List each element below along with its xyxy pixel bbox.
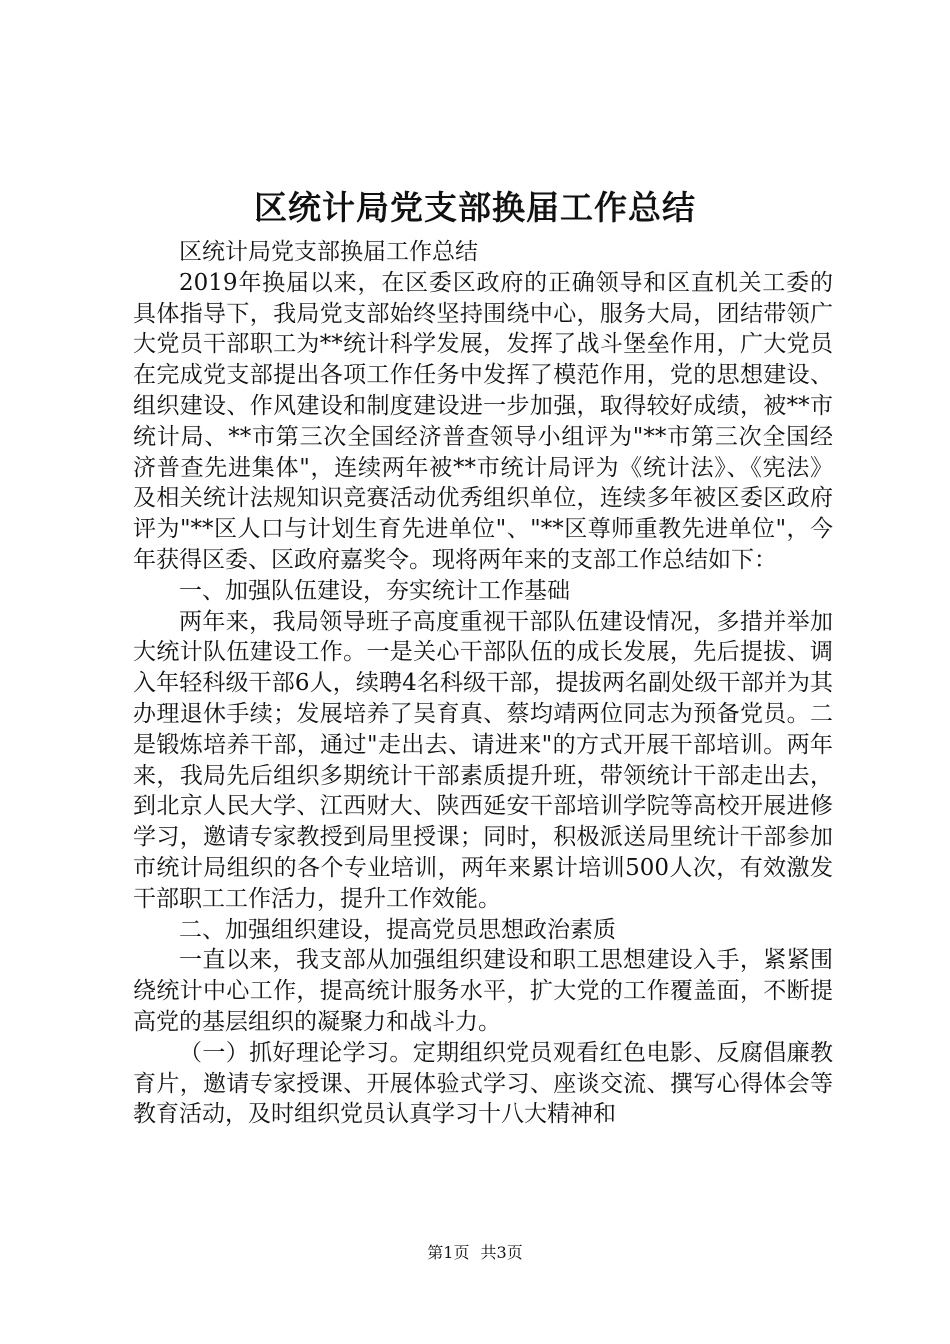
section-heading-1: 一、加强队伍建设，夯实统计工作基础 bbox=[179, 577, 570, 604]
page-total: 共3页 bbox=[480, 1243, 523, 1262]
paragraph-subsection-1: （一）抓好理论学习。定期组织党员观看红色电影、反腐倡廉教育片，邀请专家授课、开展体验式学习、座谈交流、撰写心得体会等教育活动，及时组织党员认真学习十八大精神和 bbox=[133, 1039, 833, 1128]
page-footer bbox=[0, 1242, 950, 1264]
paragraph-section-1: 两年来，我局领导班子高度重视干部队伍建设情况，多措并举加大统计队伍建设工作。一是关心干部队伍的成长发展，先后提拔、调入年轻科级干部6人，续聘4名科级干部，提拔两名副处级干部并为其办理退休手续；发展培养了吴育真、蔡均靖两位同志为预备党员。二是锻炼培养干部，通过"走出去、请进来"的方式开展干部培训。两年来，我局先后组织多期统计干部素质提升班，带领统计干部走出去，到北京人民大学、江西财大、陕西延安干部培训学院等高校开展进修学习，邀请专家教授到局里授课；同时，积极派送局里统计干部参加市统计局组织的各个专业培训，两年来累计培训500人次，有效激发干部职工工作活力，提升工作效能。 bbox=[133, 608, 833, 912]
paragraph-section-2: 一直以来，我支部从加强组织建设和职工思想建设入手，紧紧围绕统计中心工作，提高统计服务水平，扩大党的工作覆盖面，不断提高党的基层组织的凝聚力和战斗力。 bbox=[133, 947, 833, 1035]
section-heading-2: 二、加强组织建设，提高党员思想政治素质 bbox=[179, 916, 616, 943]
document-body bbox=[133, 237, 833, 1130]
page-number: 第1页 bbox=[427, 1243, 470, 1262]
document-title: 区统计局党支部换届工作总结 bbox=[254, 188, 696, 227]
paragraph-subtitle: 区统计局党支部换届工作总结 bbox=[179, 239, 478, 265]
paragraph-intro: 2019年换届以来，在区委区政府的正确领导和区直机关工委的具体指导下，我局党支部始终坚持围绕中心，服务大局，团结带领广大党员干部职工为**统计科学发展，发挥了战斗堡垒作用，广大党员在完成党支部提出各项工作任务中发挥了模范作用，党的思想建设、组织建设、作风建设和制度建设进一步加强，取得较好成绩，被**市统计局、**市第三次全国经济普查领导小组评为"**市第三次全国经济普查先进集体"，连续两年被**市统计局评为《统计法》、《宪法》及相关统计法规知识竞赛活动优秀组织单位，连续多年被区委区政府评为"**区人口与计划生育先进单位"、"**区尊师重教先进单位"，今年获得区委、区政府嘉奖令。现将两年来的支部工作总结如下： bbox=[133, 269, 833, 573]
